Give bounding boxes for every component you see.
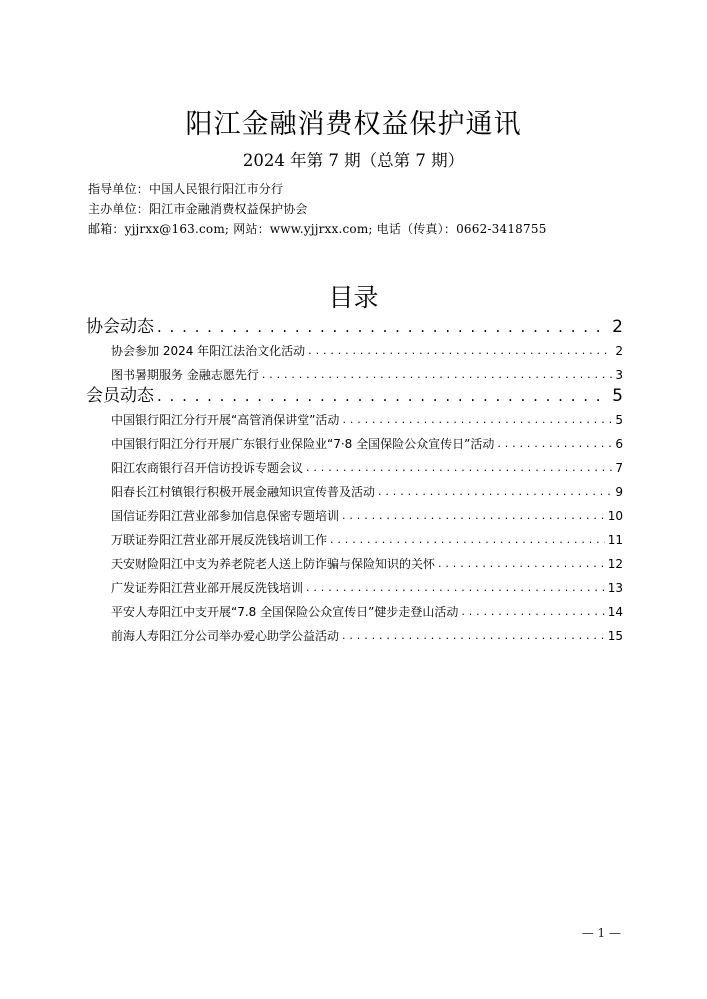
toc-leader-dots [461,602,604,621]
toc-entry-label: 平安人寿阳江中支开展“7.8 全国保险公众宣传日”健步走登山活动 [111,605,459,619]
toc-entry-label: 协会动态 [86,317,154,337]
host-unit: 主办单位：阳江市金融消费权益保护协会 [88,202,308,216]
toc-entry-page: 6 [615,437,623,451]
toc-entry-page: 14 [607,605,623,619]
newsletter-title: 阳江金融消费权益保护通讯 [185,109,522,140]
toc-entry[interactable] [111,627,623,645]
contact-info: 邮箱：yjjrxx@163.com; 网站：www.yjjrxx.com; 电话（传真）：0662-3418755 [88,222,547,236]
toc-entry[interactable] [111,507,623,525]
toc-entry-label: 阳江农商银行召开信访投诉专题会议 [111,461,304,475]
toc-leader-dots [342,410,612,429]
toc-entry-page: 9 [615,485,623,499]
toc-entry[interactable] [111,411,623,429]
toc-entry[interactable] [111,342,623,360]
guide-unit: 指导单位：中国人民银行阳江市分行 [88,182,284,196]
toc-section-association-news[interactable] [86,316,623,338]
toc-entry-label: 天安财险阳江中支为养老院老人送上防诈骗与保险知识的关怀 [111,557,436,571]
toc-leader-dots [308,341,612,360]
toc-entry-page: 13 [607,581,623,595]
toc-entry-page: 7 [615,461,623,475]
toc-entry[interactable] [111,483,623,501]
toc-heading: 目录 [328,283,379,312]
toc-entry-label: 图书暑期服务 金融志愿先行 [111,368,259,382]
toc-entry-page: 5 [612,386,623,406]
toc-entry-label: 阳春长江村镇银行积极开展金融知识宣传普及活动 [111,485,376,499]
toc-leader-dots [378,482,612,501]
toc-leader-dots [342,626,605,645]
toc-entry-label: 广发证券阳江营业部开展反洗钱培训 [111,581,304,595]
toc-entry-page: 10 [607,509,623,523]
toc-entry-page: 2 [615,344,623,358]
toc-entry-label: 万联证券阳江营业部开展反洗钱培训工作 [111,533,328,547]
toc-leader-dots [497,434,612,453]
toc-entry-label: 会员动态 [86,386,154,406]
toc-leader-dots [262,365,613,384]
toc-entry-label: 协会参加 2024 年阳江法治文化活动 [111,344,306,358]
toc-entry[interactable] [111,459,623,477]
toc-entry[interactable] [111,531,623,549]
page-number: — 1 — [581,926,621,940]
toc-leader-dots [342,506,605,525]
toc-entry[interactable] [111,366,623,384]
toc-entry-page: 5 [615,413,623,427]
toc-entry-page: 12 [607,557,623,571]
toc-entry[interactable] [111,555,623,573]
toc-entry-label: 前海人寿阳江分公司举办爱心助学公益活动 [111,629,340,643]
toc-entry-label: 国信证券阳江营业部参加信息保密专题培训 [111,509,340,523]
toc-leader-dots [330,530,605,549]
toc-entry[interactable] [111,435,623,453]
toc-leader-dots [306,578,605,597]
issue-number: 2024 年第 7 期（总第 7 期） [242,151,465,170]
toc-section-member-news[interactable] [86,385,623,407]
toc-entry-label: 中国银行阳江分行开展“高管消保讲堂”活动 [111,413,340,427]
toc-leader-dots [306,458,612,477]
toc-entry-page: 11 [607,533,623,547]
toc-leader-dots [157,316,609,338]
toc-entry-page: 15 [607,629,623,643]
toc-entry-page: 2 [612,317,623,337]
toc-entry[interactable] [111,603,623,621]
toc-leader-dots [157,385,609,407]
toc-entry-page: 3 [615,368,623,382]
toc-entry[interactable] [111,579,623,597]
toc-leader-dots [438,554,605,573]
toc-entry-label: 中国银行阳江分行开展广东银行业保险业“7·8 全国保险公众宣传日”活动 [111,437,495,451]
